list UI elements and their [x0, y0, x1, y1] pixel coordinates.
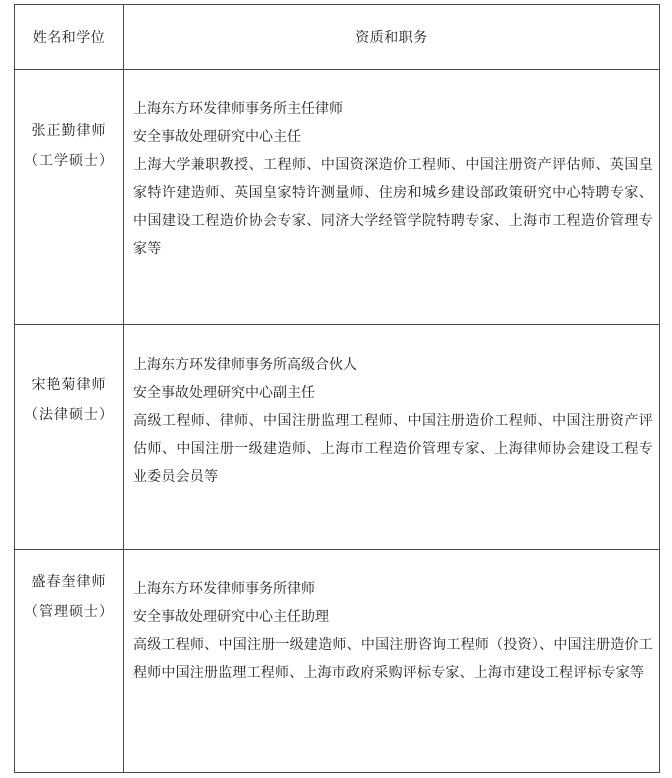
person-name: 宋艳菊律师: [31, 377, 107, 393]
firm-position: 上海东方环发律师事务所律师: [133, 581, 315, 597]
column-divider: [123, 5, 124, 772]
qualifications-text: 高级工程师、律师、中国注册监理工程师、中国注册造价工程师、中国注册资产评估师、中国注册一级建造师、上海市工程造价管理专家、上海律师协会建设工程专业委员会员等: [133, 413, 653, 485]
header-qualifications: 资质和职务: [355, 30, 428, 46]
person-name-cell: [15, 567, 123, 627]
person-degree: （工学硕士）: [24, 153, 114, 169]
firm-position: 上海东方环发律师事务所高级合伙人: [133, 357, 357, 373]
firm-position: 上海东方环发律师事务所主任律师: [133, 101, 343, 117]
person-description: [133, 95, 653, 263]
row-divider: [15, 324, 659, 325]
center-role: 安全事故处理研究中心副主任: [133, 385, 315, 401]
person-name: 张正勤律师: [31, 123, 107, 139]
header-name-degree: 姓名和学位: [32, 30, 106, 46]
center-role: 安全事故处理研究中心主任: [133, 129, 301, 145]
person-name-cell: [15, 370, 123, 430]
person-name: 盛春奎律师: [31, 574, 107, 590]
person-description: [133, 351, 653, 491]
person-degree: （法律硕士）: [24, 407, 114, 423]
qualifications-text: 上海大学兼职教授、工程师、中国资深造价工程师、中国注册资产评估师、英国皇家特许建造师、英国皇家特许测量师、住房和城乡建设部政策研究中心特聘专家、中国建设工程造价协会专家、同济大学经管学院特聘专家、上海市工程造价管理专家等: [133, 157, 653, 257]
row-divider: [15, 69, 659, 70]
person-name-cell: [15, 116, 123, 176]
person-description: [133, 575, 653, 687]
person-degree: （管理硕士）: [24, 604, 114, 620]
center-role: 安全事故处理研究中心主任助理: [133, 609, 329, 625]
qualifications-text: 高级工程师、中国注册一级建造师、中国注册咨询工程师（投资）、中国注册造价工程师中国注册监理工程师、上海市政府采购评标专家、上海市建设工程评标专家等: [133, 637, 653, 681]
row-divider: [15, 549, 659, 550]
qualification-table: [14, 4, 660, 773]
